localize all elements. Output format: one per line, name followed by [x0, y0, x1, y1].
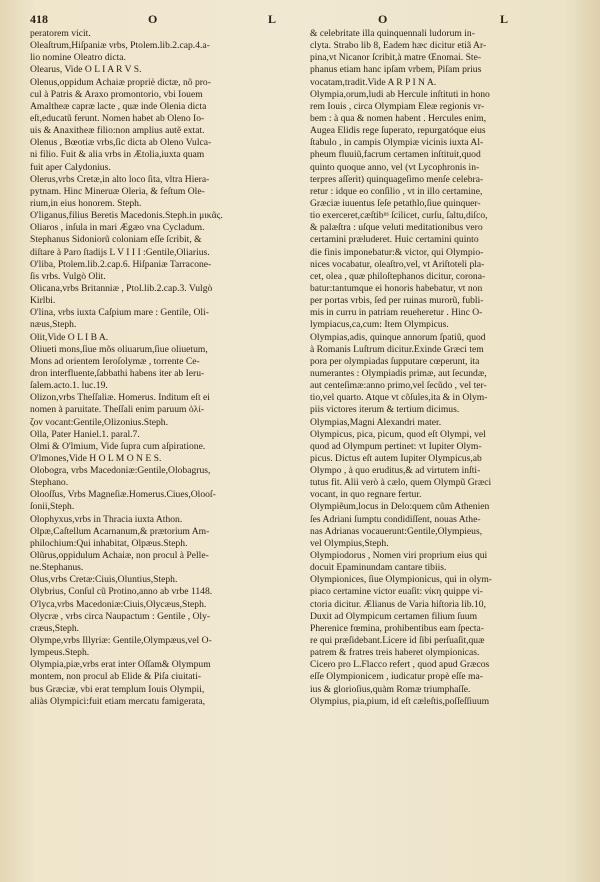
text-line: Stephanus Sidoniorũ coloniam eſſe ſcribit, & — [30, 234, 202, 246]
text-line: ſis vrbs. Vulgò Olit. — [30, 270, 106, 282]
text-line: Olympias,Magni Alexandri mater. — [310, 416, 442, 428]
text-line: eſſe Olympionicem , iudicatur propè eſſe ma- — [310, 671, 483, 683]
text-line: mis in curru in patriam reueheretur . Hinc O- — [310, 307, 483, 319]
text-line: picus. Dictus eſt autem Iupiter Olympicus,ab — [310, 452, 482, 464]
text-line: Oleaſtrum,Hiſpaniæ vrbs, Ptolem.lib.2.cap.4.a- — [30, 40, 210, 52]
text-line: nices vocabatur, oleaſtro,vel, vt Ariſtoteli pla- — [310, 258, 485, 270]
text-line: batur:tantumque ei honoris habebatur, vt non — [310, 282, 483, 294]
text-line: cul à Patris & Araxo promontorio, vbi Iouem — [30, 88, 203, 100]
text-line: re qui præſidebant.Licere id ſibi perſuaſit,quæ — [310, 635, 485, 647]
text-line: eſt,educatũ ferunt. Nomen habet ab Oleno Io- — [30, 112, 205, 124]
text-line: docuit Epaminundam cantare tibiis. — [310, 562, 447, 574]
text-line: Olenus , Bœotiæ vrbs,ſic dicta ab Oleno Vulca- — [30, 137, 212, 149]
text-line: quinto quoque anno, vel (vt Lycophronis in- — [310, 161, 480, 173]
text-line: Olearus, Vide O L I A R V S. — [30, 64, 142, 76]
text-line: ctoria dicitur. Ælianus de Varia hiſtoria lib.10, — [310, 598, 486, 610]
text-line: Olizon,vrbs Theſſaliæ. Homerus. Inditum eſt ei — [30, 392, 210, 404]
right-text-column — [310, 28, 572, 708]
text-line: dron interfluente,ſabbathi habens iter ab Ieru- — [30, 367, 205, 379]
text-line: diſtare à Paro ſtadijs L V I I I :Gentile,Oliarius. — [30, 246, 210, 258]
text-line: lympiacus,ca,cum: Item Olympicus. — [310, 319, 449, 331]
text-line: Olympo , à quo eruditus,& ad virtutem inſti- — [310, 465, 481, 477]
text-line: rem Iouis , circa Olympiam Eleæ regionis vr- — [310, 100, 485, 112]
running-title-letter: O — [378, 12, 388, 26]
text-line: ſtabulo , in campis Olympiæ vicinis iuxta Al- — [310, 137, 484, 149]
text-line: pina,vt Nicanor ſcribit,à matre Œnomai. Ste- — [310, 52, 482, 64]
text-line: pheum fluuiũ,facrum certamen inſtituit,quod — [310, 149, 481, 161]
page-number: 418 — [30, 12, 48, 26]
text-line: Olerus,vrbs Cretæ,in alto loco ſita, vltra Hiera- — [30, 173, 210, 185]
text-line: retur : idque eo conſilio , vt in illo certamine, — [310, 185, 483, 197]
text-line: Olympia,orum,ludi ab Hercule inſtituti in hono — [310, 88, 490, 100]
text-line: bem : à qua & nomen habent . Hercules enim, — [310, 112, 487, 124]
text-line: Olympiẽum,locus in Delo:quem cũm Athenien — [310, 501, 490, 513]
text-line: O'liba, Ptolem.lib.2.cap.6. Hiſpaniæ Tarracone- — [30, 258, 212, 270]
text-line: Cicero pro L.Flacco refert , quod apud Græcos — [310, 659, 490, 671]
text-line: Olpæ,Caſtellum Acarnanum,& prætorium Am- — [30, 525, 210, 537]
text-line: Olympiodorus , Nomen viri proprium eius qui — [310, 550, 488, 562]
text-line: O'lina, vrbs iuxta Caſpium mare : Gentile, Oli- — [30, 307, 209, 319]
text-line: Olympicus, pica, picum, quod eſt Olympi, vel — [310, 428, 486, 440]
text-line: Olobogra, vrbs Macedoniæ:Gentile,Olobagrus, — [30, 465, 211, 477]
text-line: vel Olympius,Steph. — [310, 537, 389, 549]
text-line: ſalem.acto.1. luc.19. — [30, 380, 108, 392]
text-line: Amaltheæ capræ lacte , quæ inde Olenia dicta — [30, 100, 207, 112]
running-title-letter: L — [268, 12, 277, 26]
text-line: Stephano. — [30, 477, 69, 489]
text-line: Olympias,adis, quinque annorum ſpatiũ, quod — [310, 331, 486, 343]
text-line: lio nomine Oleatro dicta. — [30, 52, 126, 64]
text-line: Olophyxus,vrbs in Thracia iuxta Athon. — [30, 513, 183, 525]
text-line: O'liganus,filius Beretis Macedonis.Steph.in μικᾶς. — [30, 210, 223, 222]
text-line: nas Adrianas vocauerunt:Gentile,Olympieus, — [310, 525, 483, 537]
text-line: fuit aper Calydonius. — [30, 161, 111, 173]
text-line: ſonii,Steph. — [30, 501, 75, 513]
text-line: Mons ad orientem Ieroſolymæ , torrente Ce- — [30, 355, 200, 367]
text-line: & celebritate illa quinquennali ludorum in- — [310, 28, 475, 39]
text-line: nomen à paruitate. Theſſali enim paruum ὀλί- — [30, 404, 205, 416]
text-line: uis & Anaxitheæ filio:non amplius autẽ extat. — [30, 125, 205, 137]
text-line: Olooſſus, Vrbs Magneſiæ.Homerus.Ciues,Olooſ- — [30, 489, 216, 501]
text-line: peratorem vicit. — [30, 28, 91, 39]
text-line: philochium:Qui inhabitat, Olpæus.Steph. — [30, 537, 188, 549]
text-line: cet, olea , quæ philoſtephanos dicitur, corona- — [310, 270, 486, 282]
text-line: à Romanis Luſtrum dicitur.Exinde Græci tem — [310, 343, 484, 355]
text-line: Kirlbi. — [30, 295, 56, 307]
text-line: Olenus,oppidum Achaiæ propriè dictæ, nõ pro- — [30, 76, 211, 88]
text-line: bus Græciæ, vbi erat templum Iouis Olympii, — [30, 683, 205, 695]
text-line: per portas vrbis, ſed per ruinas murorũ, fubli- — [310, 295, 484, 307]
text-line: pytnam. Hinc Mineruæ Oleria, & feſtum Ole- — [30, 185, 205, 197]
text-line: Olympionices, ſiue Olympionicus, qui in olym- — [310, 574, 493, 586]
text-line: die finis imponebatur:& victor, qui Olympio- — [310, 246, 484, 258]
text-line: tio exerceret,cæſtibᵘˢ ſcilicet, curſu, ſaltu,diſco, — [310, 210, 488, 222]
text-line: Olycræ , vrbs circa Naupactum : Gentile , Oly- — [30, 610, 211, 622]
text-line: Olympe,vrbs Illyriæ: Gentile,Olympæus,vel O- — [30, 635, 212, 647]
text-line: ni filio. Fuit & alia vrbs in Ætolia,iuxta quam — [30, 149, 205, 161]
text-line: & palæſtra : uſque veluti meditationibus vero — [310, 222, 483, 234]
text-line: O'lmones,Vide H O L M O N E S. — [30, 452, 162, 464]
text-line: phanus etiam hanc ipſam vrbem, Piſam prius — [310, 64, 482, 76]
text-line: ne.Stephanus. — [30, 562, 84, 574]
running-title-letter: L — [500, 12, 509, 26]
text-line: Olympius, pia,pium, id eſt cæleſtis,poſſeſſiuum — [310, 695, 490, 707]
text-line: Olus,vrbs Cretæ:Ciuis,Oluntius,Steph. — [30, 574, 178, 586]
text-line: vocatam,tradit.Vide A R P I N A. — [310, 76, 437, 88]
text-line: quod ad Olympum pertinet: vt Iupiter Olym- — [310, 440, 482, 452]
text-line: patrem & fratres treis haberet olympionicas. — [310, 647, 480, 659]
text-line: tio,vel quarto. Atque vt cõſules,ita & in Olym- — [310, 392, 488, 404]
text-line: Augea Elidis rege ſuperato, repurgatóque eius — [310, 125, 486, 137]
text-line: Duxit ad Olympicum certamen filium ſuum — [310, 610, 478, 622]
text-line: ζον vocant:Gentile,Olizonius.Steph. — [30, 416, 168, 428]
text-line: Olit,Vide O L I B A. — [30, 331, 109, 343]
text-line: Olũrus,oppidulum Achaiæ, non procul à Pelle- — [30, 550, 209, 562]
text-line: numerantes : Olympiadis primæ, aut ſecundæ, — [310, 367, 487, 379]
text-line: montem, non procul ab Elide & Piſa ciuitati- — [30, 671, 202, 683]
text-line: næus,Steph. — [30, 319, 77, 331]
text-line: Græciæ iuuentus ſeſe petathlo,ſiue quinquer- — [310, 197, 481, 209]
text-line: vocant, in quo regnare fertur. — [310, 489, 422, 501]
text-line: Olympia,piæ,vrbs erat inter Oſſam& Olympum — [30, 659, 211, 671]
page-header — [30, 12, 570, 28]
text-line: rium,in eius honorem. Steph. — [30, 197, 142, 209]
text-line: Olla, Pater Haniel.1. paral.7. — [30, 428, 140, 440]
text-line: pora per olympiadas ſupputare cœperunt, ita — [310, 355, 480, 367]
text-line: certamini præluderet. Huic certamini quinto — [310, 234, 479, 246]
left-text-column — [30, 28, 292, 708]
text-line: Olybrius, Conſul cũ Protino,anno ab vrbe 1148. — [30, 586, 213, 598]
text-line: piaco certamine victor euaſit: νίκη quippe vi- — [310, 586, 483, 598]
text-line: aut centeſimæ:anno primo,vel ſecũdo , vel ter- — [310, 380, 487, 392]
text-line: Pherenice fœmina, prohibentibus eam ſpecta- — [310, 622, 484, 634]
text-line: lympeus.Steph. — [30, 647, 90, 659]
text-line: cræus,Steph. — [30, 622, 80, 634]
text-line: Olicana,vrbs Britanniæ , Ptol.lib.2.cap.3. Vulgò — [30, 282, 213, 294]
text-line: tutus fit. Alii verò à cælo, quem Olympũ Græci — [310, 477, 492, 489]
text-line: clyta. Strabo lib 8, Eadem hæc dicitur etiã Ar- — [310, 40, 487, 52]
text-line: piis victores iterum & tertium dicimus. — [310, 404, 460, 416]
text-line: terpres aſſerit) quinquageſimo menſe celebra- — [310, 173, 484, 185]
text-line: aliàs Olympici:fuit etiam mercatu famigerata, — [30, 695, 206, 707]
text-line: Olmi & O'lmium, Vide ſupra cum aſpiratione. — [30, 440, 206, 452]
text-line: Oliueti mons,ſiue mõs oliuarum,ſiue oliuetum, — [30, 343, 208, 355]
text-line: Oliaros , inſula in mari Ægæo vna Cycladum. — [30, 222, 205, 234]
running-title-letter: O — [148, 12, 158, 26]
text-line: O'lyca,vrbs Macedoniæ:Ciuis,Olycæus,Steph. — [30, 598, 207, 610]
text-line: ius & glorioſius,quàm Romæ triumphaſſe. — [310, 683, 471, 695]
text-line: ſes Adriani ſumptu condidiſſent, nouas Athe- — [310, 513, 481, 525]
